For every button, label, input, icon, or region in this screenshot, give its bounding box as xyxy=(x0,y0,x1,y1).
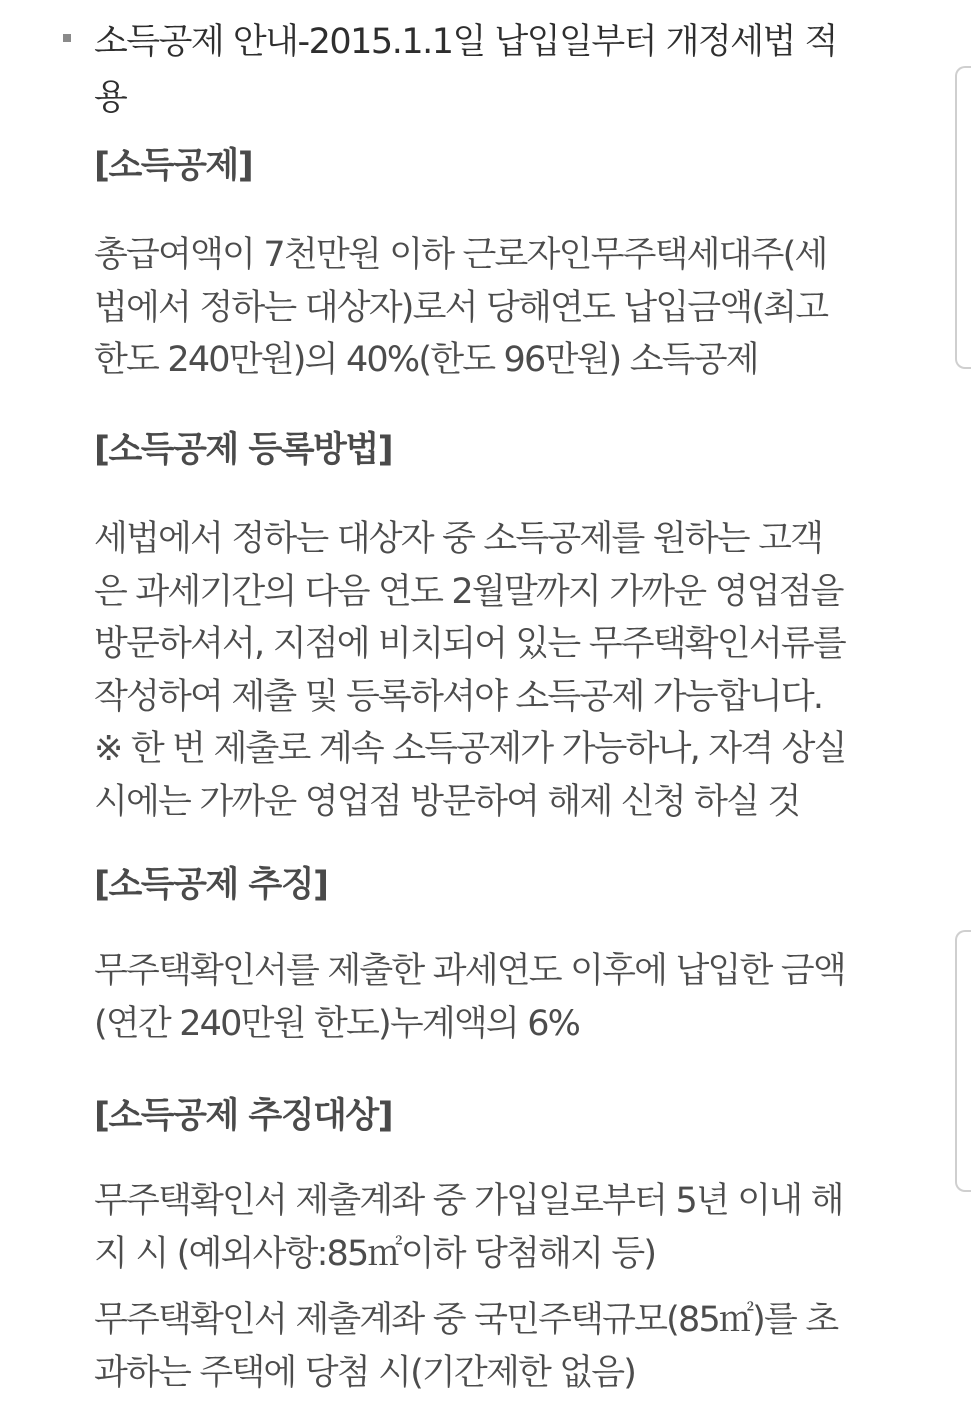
recapture-target-paragraph-1: 무주택확인서 제출계좌 중 가입일로부터 5년 이내 해 지 시 (예외사항:85㎡이하 당첨해지 등) xyxy=(94,1181,843,1274)
section-title: 소득공제 안내-2015.1.1일 납입일부터 개정세법 적 용 xyxy=(94,22,837,118)
deduction-paragraph-block xyxy=(94,229,924,387)
deduction-heading: [소득공제] xyxy=(94,146,253,186)
bullet-marker xyxy=(63,34,71,42)
recapture-paragraph-block xyxy=(94,945,924,1050)
registration-heading: [소득공제 등록방법] xyxy=(94,430,393,470)
recapture-target-paragraph-1-block xyxy=(94,1175,924,1280)
registration-paragraph-block xyxy=(94,513,924,828)
recapture-target-heading: [소득공제 추징대상] xyxy=(94,1096,393,1136)
recapture-block xyxy=(94,857,924,913)
registration-paragraph: 세법에서 정하는 대상자 중 소득공제를 원하는 고객 은 과세기간의 다음 연도 2월말까지 가까운 영업점을 방문하셔서, 지점에 비치되어 있는 무주택확인서류를 작성하여 제출 및 등록하셔야 소득공제 가능합니다. ※ 한 번 제출로 계속 소득공제가 가능하나, 자격 상실 시에는 가까운 영업점 방문하여 해제 신청 하실 것 xyxy=(94,519,846,822)
recapture-heading: [소득공제 추징] xyxy=(94,865,328,905)
recapture-target-paragraph-2-block xyxy=(94,1294,924,1399)
scroll-edge-top[interactable] xyxy=(955,66,971,369)
scroll-edge-bottom[interactable] xyxy=(955,930,971,1192)
registration-block xyxy=(94,422,924,478)
deduction-paragraph: 총급여액이 7천만원 이하 근로자인무주택세대주(세 법에서 정하는 대상자)로서 당해연도 납입금액(최고 한도 240만원)의 40%(한도 96만원) 소득공제 xyxy=(94,235,828,380)
recapture-paragraph: 무주택확인서를 제출한 과세연도 이후에 납입한 금액 (연간 240만원 한도)누계액의 6% xyxy=(94,951,845,1044)
deduction-block xyxy=(94,138,924,194)
recapture-target-block xyxy=(94,1088,924,1144)
recapture-target-paragraph-2: 무주택확인서 제출계좌 중 국민주택규모(85㎡)를 초 과하는 주택에 당첨 시(기간제한 없음) xyxy=(94,1300,838,1393)
